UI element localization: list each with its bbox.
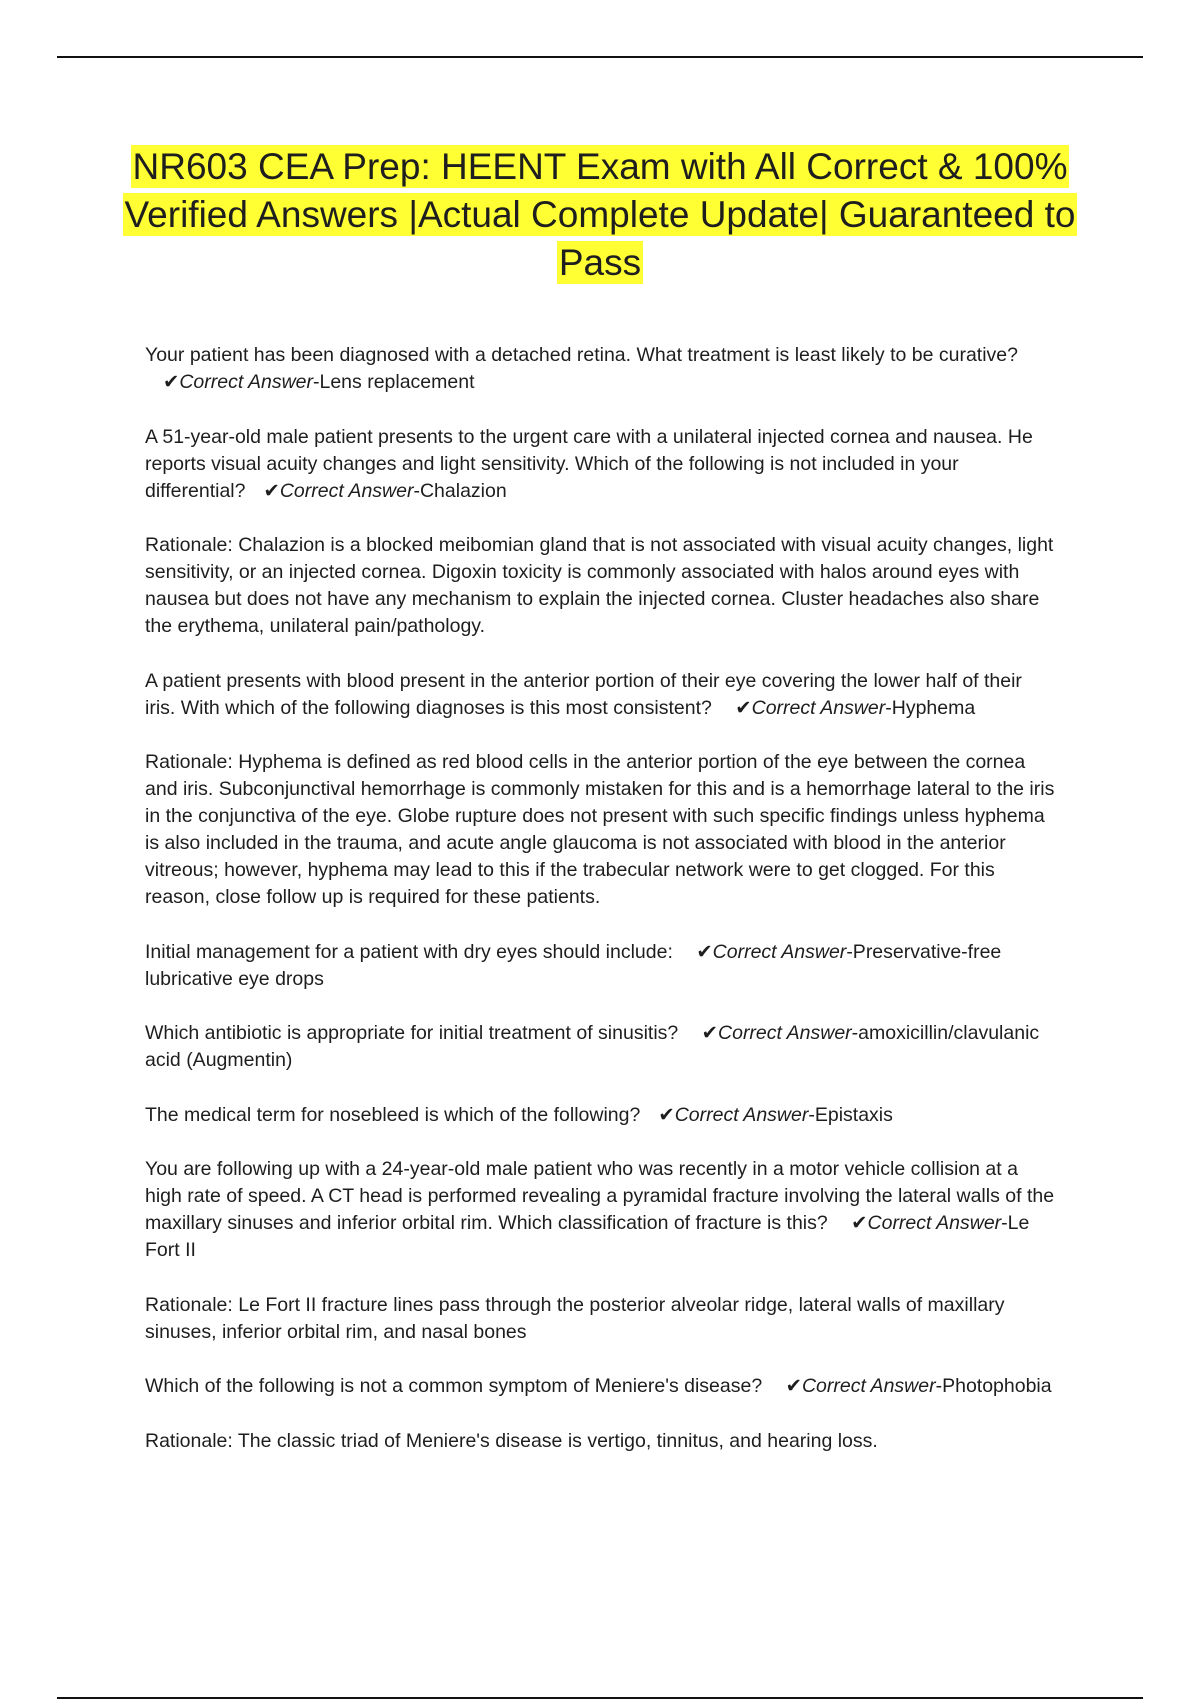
rationale-text: Rationale: Le Fort II fracture lines pass through the posterior alveolar ridge, lateral walls of maxillary sinuses, inferior orbital rim, and nasal bones xyxy=(145,1293,1005,1343)
answer-text: -Le Fort II xyxy=(145,1212,1030,1261)
qa-item xyxy=(145,424,1055,505)
answer-label: Correct Answer xyxy=(279,479,414,502)
qa-item xyxy=(145,939,1055,993)
answer-text: -Lens replacement xyxy=(313,371,475,393)
answer xyxy=(263,480,506,502)
document-title-highlight: NR603 CEA Prep: HEENT Exam with All Correct & 100% Verified Answers |Actual Complete Update| Guaranteed to Pass xyxy=(124,146,1076,283)
answer xyxy=(163,371,475,393)
question-text: You are following up with a 24-year-old male patient who was recently in a motor vehicle collision at a high rate of speed. A CT head is performed revealing a pyramidal fracture involving the lateral walls of the maxillary sinuses and inferior orbital rim. Which classification of fracture is this? xyxy=(145,1158,1055,1234)
qa-list xyxy=(145,342,1055,1482)
check-mark-icon: ✔ xyxy=(785,1375,802,1397)
answer-label: Correct Answer xyxy=(801,1375,936,1397)
answer xyxy=(658,1104,893,1126)
answer-text: -Preservative-free lubricative eye drops xyxy=(145,940,1002,990)
check-mark-icon: ✔ xyxy=(696,940,713,963)
answer-label: Correct Answer xyxy=(179,371,313,393)
qa-item xyxy=(145,1020,1055,1074)
check-mark-icon: ✔ xyxy=(735,696,752,719)
question-text: Which antibiotic is appropriate for initial treatment of sinusitis? xyxy=(145,1022,679,1044)
answer-label: Correct Answer xyxy=(674,1103,809,1126)
answer-text: -Chalazion xyxy=(413,479,507,502)
qa-item xyxy=(145,342,1055,396)
check-mark-icon: ✔ xyxy=(658,1103,675,1126)
check-mark-icon: ✔ xyxy=(851,1212,868,1234)
answer-label: Correct Answer xyxy=(867,1212,1002,1234)
answer xyxy=(735,697,975,719)
question-text: Your patient has been diagnosed with a detached retina. What treatment is least likely to be curative? xyxy=(145,344,1018,366)
check-mark-icon: ✔ xyxy=(263,479,280,502)
check-mark-icon: ✔ xyxy=(163,371,180,393)
question-text: Which of the following is not a common symptom of Meniere's disease? xyxy=(145,1375,763,1397)
answer-label: Correct Answer xyxy=(718,1022,852,1044)
answer-text: -Hyphema xyxy=(885,696,976,719)
qa-item xyxy=(145,1156,1055,1264)
check-mark-icon: ✔ xyxy=(701,1022,719,1044)
question-text: The medical term for nosebleed is which of the following? xyxy=(145,1103,641,1126)
answer-label: Correct Answer xyxy=(751,696,886,719)
qa-item xyxy=(145,668,1055,722)
header-rule xyxy=(57,56,1143,58)
answer-label: Correct Answer xyxy=(712,940,847,963)
answer-text: -Epistaxis xyxy=(808,1103,893,1126)
rationale-text: Rationale: Chalazion is a blocked meibomian gland that is not associated with visual acuity changes, light sensitivity, or an injected cornea. Digoxin toxicity is commonly associated with halos around eyes with nausea but does not have any mechanism to explain the injected cornea. Cluster headaches also share the erythema, unilateral pain/pathology. xyxy=(145,534,1054,637)
answer-text: -amoxicillin/clavulanic acid (Augmentin) xyxy=(145,1022,1040,1071)
rationale-text: Rationale: The classic triad of Meniere's disease is vertigo, tinnitus, and hearing loss. xyxy=(145,1429,878,1452)
answer-text: -Photophobia xyxy=(935,1375,1052,1397)
question-text: A 51-year-old male patient presents to the urgent care with a unilateral injected cornea and nausea. He reports visual acuity changes and light sensitivity. Which of the following is not included in your differential? xyxy=(145,425,1033,502)
document-title xyxy=(100,143,1100,287)
qa-item xyxy=(145,1102,1055,1129)
rationale-text: Rationale: Hyphema is defined as red blood cells in the anterior portion of the eye between the cornea and iris. Subconjunctival hemorrhage is commonly mistaken for this and is a hemorrhage lateral to the iris in the conjunctiva of the eye. Globe rupture does not present with such specific findings unless hyphema is also included in the trauma, and acute angle glaucoma is not associated with blood in the anterior vitreous; however, hyphema may lead to this if the trabecular network were to get clogged. For this reason, close follow up is required for these patients. xyxy=(145,751,1055,908)
qa-item xyxy=(145,1373,1055,1400)
question-text: Initial management for a patient with dry eyes should include: xyxy=(145,940,673,963)
footer-rule xyxy=(57,1697,1143,1699)
answer xyxy=(786,1375,1052,1397)
question-text: A patient presents with blood present in the anterior portion of their eye covering the lower half of their iris. With which of the following diagnoses is this most consistent? xyxy=(145,669,1022,719)
